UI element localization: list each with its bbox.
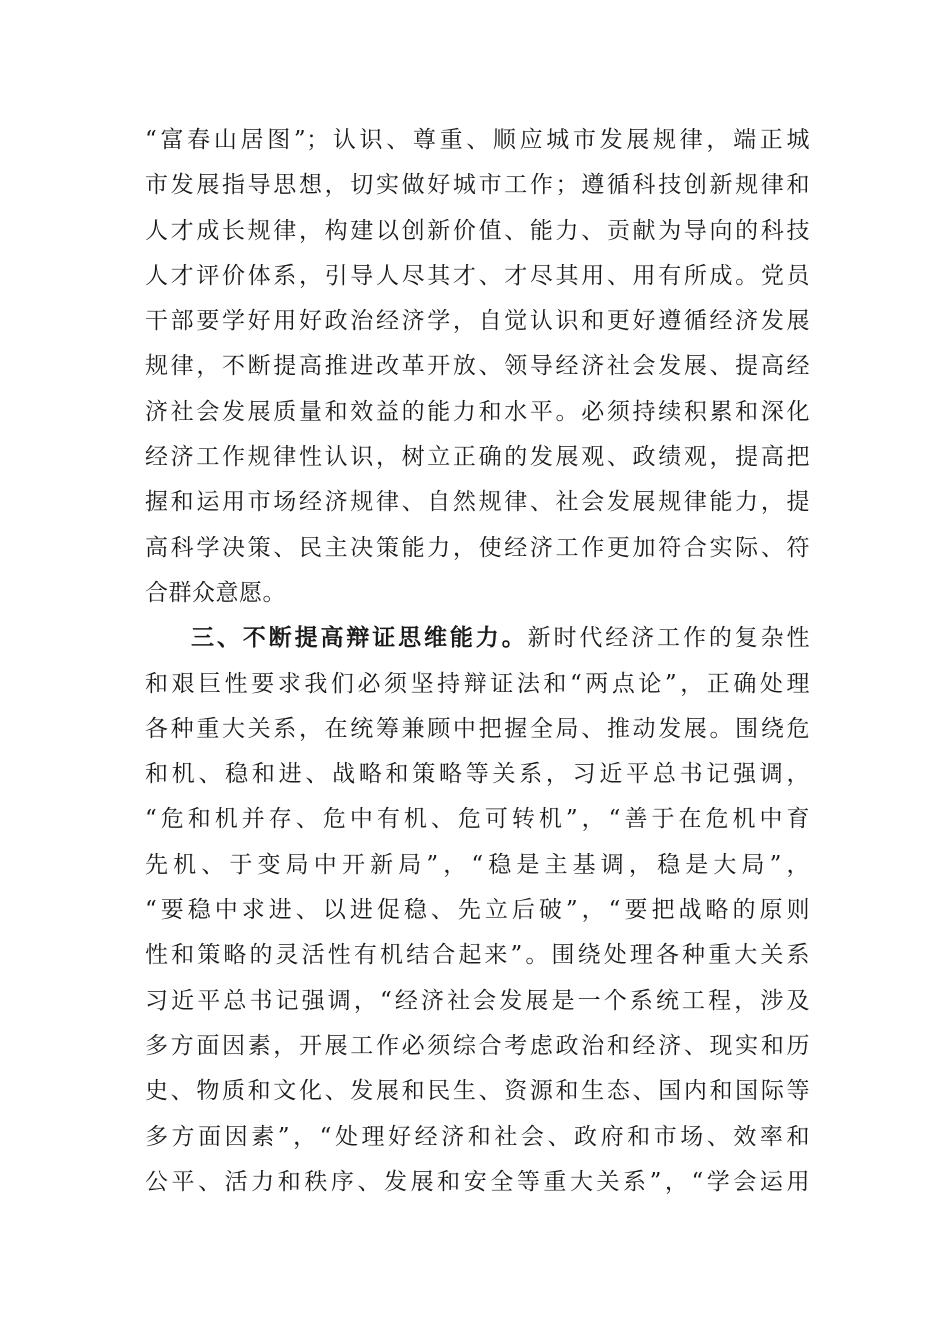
text-line: “要稳中求进、以进促稳、先立后破”，“要把战略的原则 [145, 897, 810, 924]
text-line: 和艰巨性要求我们必须坚持辩证法和“两点论”，正确处理 [145, 670, 810, 697]
text-line: 多方面因素”，“处理好经济和社会、政府和市场、效率和 [145, 1123, 810, 1150]
text-line: 人才评价体系，引导人尽其才、才尽其用、用有所成。党员 [145, 262, 810, 289]
text-line: 多方面因素，开展工作必须综合考虑政治和经济、现实和历 [145, 1032, 810, 1059]
text-line: “富春山居图”；认识、尊重、顺应城市发展规律，端正城 [145, 127, 810, 153]
text-line: 和机、稳和进、战略和策略等关系，习近平总书记强调， [145, 761, 810, 788]
section-heading-rest: 新时代经济工作的复杂性 [527, 625, 811, 652]
text-line: 经济工作规律性认识，树立正确的发展观、政绩观，提高把 [145, 444, 810, 471]
text-line: 性和策略的灵活性有机结合起来”。围绕处理各种重大关系 [145, 942, 810, 969]
text-line: 握和运用市场经济规律、自然规律、社会发展规律能力，提 [145, 489, 810, 516]
text-line: 各种重大关系，在统筹兼顾中把握全局、推动发展。围绕危 [145, 715, 810, 742]
section-heading-line [145, 616, 810, 661]
section-heading: 三、不断提高辩证思维能力。 [191, 625, 528, 652]
text-line: 公平、活力和秩序、发展和安全等重大关系”，“学会运用 [145, 1168, 810, 1195]
text-line: 干部要学好用好政治经济学，自觉认识和更好遵循经济发展 [145, 308, 810, 335]
text-line: 习近平总书记强调，“经济社会发展是一个系统工程，涉及 [145, 987, 810, 1014]
text-line: 市发展指导思想，切实做好城市工作；遵循科技创新规律和 [145, 172, 810, 199]
text-line: 规律，不断提高推进改革开放、领导经济社会发展、提高经 [145, 353, 810, 380]
text-line: 济社会发展质量和效益的能力和水平。必须持续积累和深化 [145, 398, 810, 425]
text-line: 高科学决策、民主决策能力，使经济工作更加符合实际、符 [145, 534, 810, 561]
body-text [145, 118, 810, 1205]
text-line: “危和机并存、危中有机、危可转机”，“善于在危机中育 [145, 806, 810, 833]
text-line: 合群众意愿。 [145, 579, 286, 606]
text-line: 人才成长规律，构建以创新价值、能力、贡献为导向的科技 [145, 217, 810, 244]
text-line: 史、物质和文化、发展和民生、资源和生态、国内和国际等 [145, 1078, 810, 1105]
text-line: 先机、于变局中开新局”，“稳是主基调，稳是大局”， [145, 851, 810, 878]
